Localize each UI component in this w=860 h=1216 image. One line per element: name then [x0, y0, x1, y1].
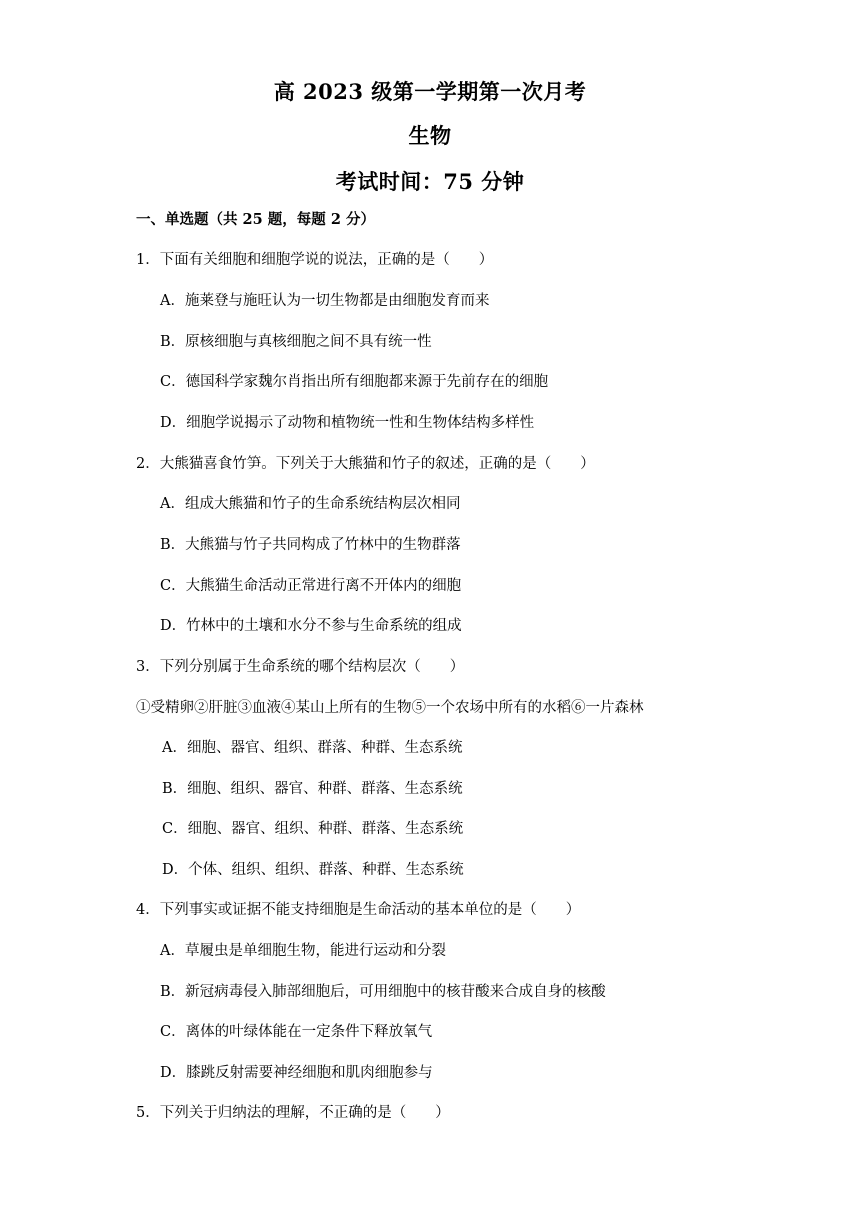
question-2-stem: 2．大熊猫喜食竹笋。下列关于大熊猫和竹子的叙述，正确的是（ ）	[136, 456, 595, 472]
exam-time: 考试时间：75 分钟	[335, 169, 525, 194]
question-3-option-a: A．细胞、器官、组织、群落、种群、生态系统	[162, 740, 463, 756]
question-2-option-d: D．竹林中的土壤和水分不参与生命系统的组成	[160, 618, 462, 634]
question-2-option-b: B．大熊猫与竹子共同构成了竹林中的生物群落	[160, 537, 461, 553]
question-4-option-a: A．草履虫是单细胞生物，能进行运动和分裂	[160, 943, 446, 959]
exam-title: 高 2023 级第一学期第一次月考	[273, 79, 587, 104]
question-3-stem: 3．下列分别属于生命系统的哪个结构层次（ ）	[136, 659, 465, 675]
question-5-stem: 5．下列关于归纳法的理解，不正确的是（ ）	[136, 1105, 450, 1121]
question-1-option-b: B．原核细胞与真核细胞之间不具有统一性	[160, 334, 432, 350]
question-4-option-b: B．新冠病毒侵入肺部细胞后，可用细胞中的核苷酸来合成自身的核酸	[160, 984, 606, 1000]
question-1-option-d: D．细胞学说揭示了动物和植物统一性和生物体结构多样性	[160, 415, 535, 431]
question-4-stem: 4．下列事实或证据不能支持细胞是生命活动的基本单位的是（ ）	[136, 902, 581, 918]
question-3-option-c: C．细胞、器官、组织、种群、群落、生态系统	[162, 821, 464, 837]
question-1-stem: 1．下面有关细胞和细胞学说的说法，正确的是（ ）	[136, 252, 494, 268]
question-3-option-d: D．个体、组织、组织、群落、种群、生态系统	[162, 862, 464, 878]
section-heading: 一、单选题（共 25 题，每题 2 分）	[136, 211, 375, 228]
question-4-option-c: C．离体的叶绿体能在一定条件下释放氧气	[160, 1024, 433, 1040]
exam-subject: 生物	[408, 123, 452, 148]
question-3-material: ①受精卵②肝脏③血液④某山上所有的生物⑤一个农场中所有的水稻⑥一片森林	[136, 700, 644, 716]
question-1-option-c: C．德国科学家魏尔肖指出所有细胞都来源于先前存在的细胞	[160, 374, 549, 390]
question-1-option-a: A．施莱登与施旺认为一切生物都是由细胞发育而来	[160, 293, 490, 309]
question-3-option-b: B．细胞、组织、器官、种群、群落、生态系统	[162, 781, 463, 797]
question-4-option-d: D．膝跳反射需要神经细胞和肌肉细胞参与	[160, 1065, 433, 1081]
question-2-option-c: C．大熊猫生命活动正常进行离不开体内的细胞	[160, 578, 462, 594]
question-2-option-a: A．组成大熊猫和竹子的生命系统结构层次相同	[160, 496, 461, 512]
